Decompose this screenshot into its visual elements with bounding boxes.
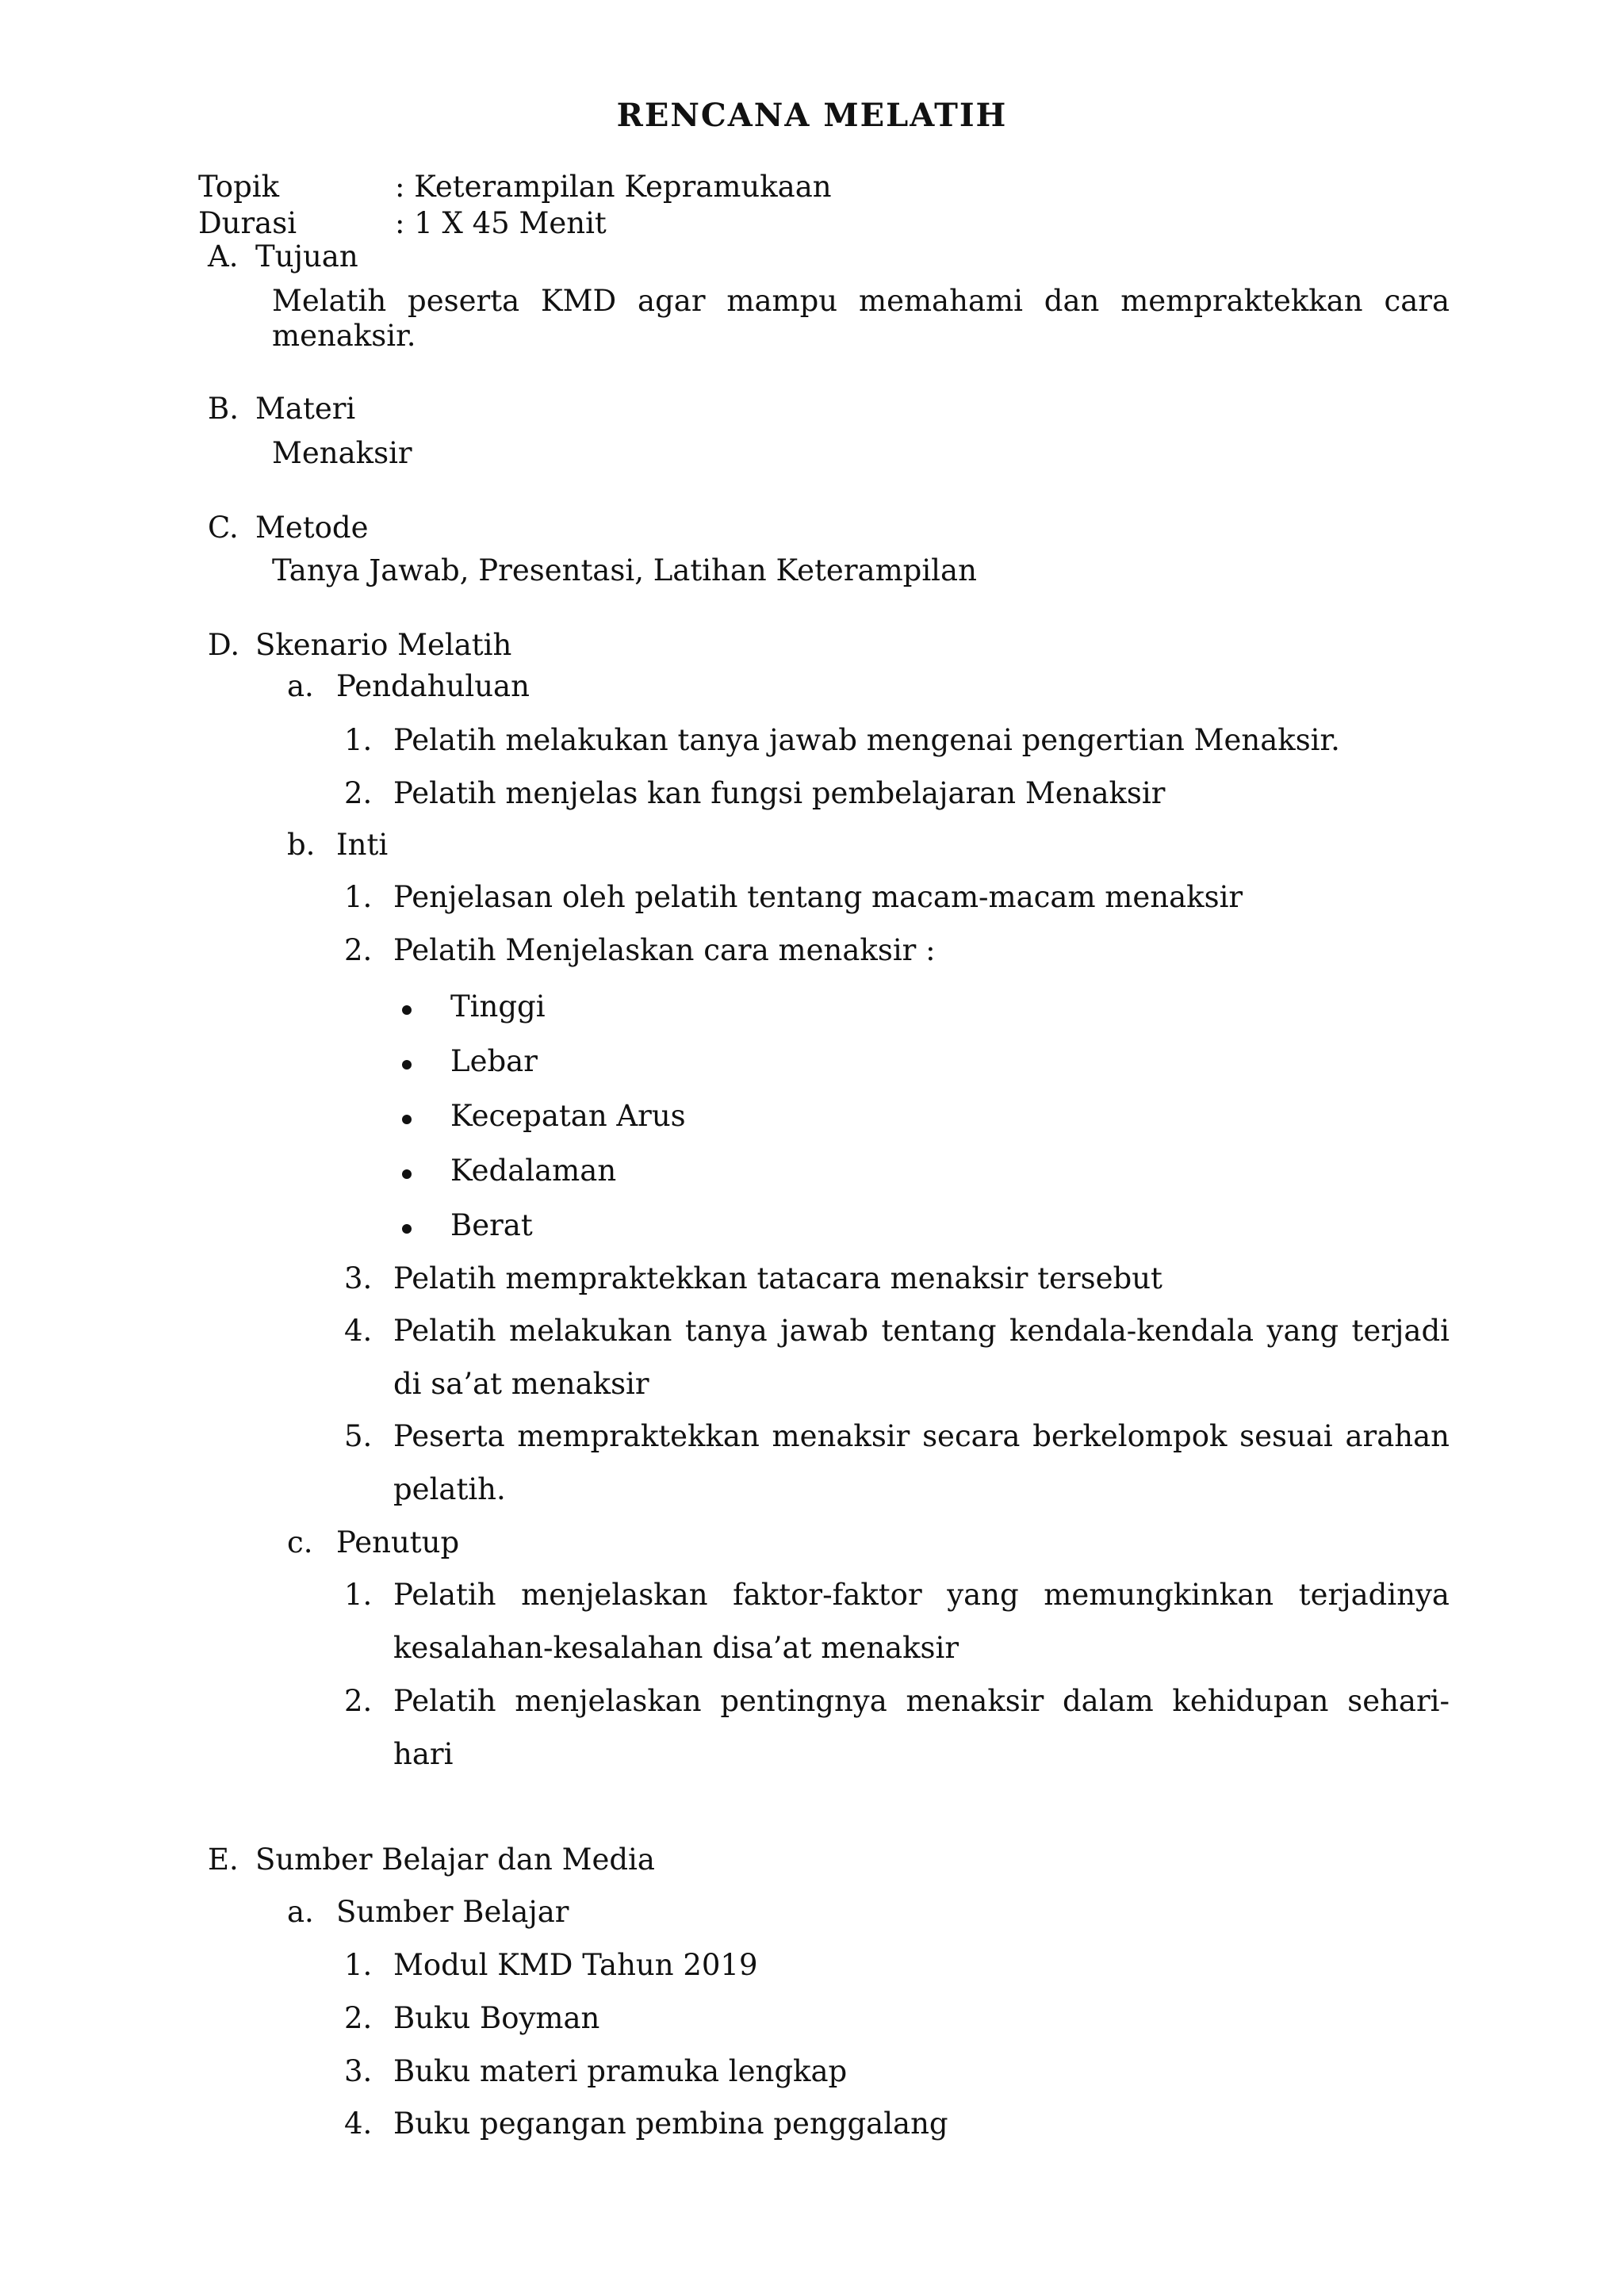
document-title: RENCANA MELATIH (616, 97, 1008, 134)
inti-item-text-cont: di sa’at menaksir (393, 1367, 649, 1401)
section-b-heading: Materi (255, 392, 356, 426)
inti-letter: b. (287, 828, 316, 862)
pendahuluan-item-num: 2. (344, 776, 373, 810)
inti-item-text: Pelatih mempraktekkan tatacara menaksir tersebut (393, 1261, 1162, 1295)
pendahuluan-heading: Pendahuluan (336, 669, 530, 703)
pendahuluan-letter: a. (287, 669, 314, 703)
section-a-body-line2: menaksir. (272, 319, 416, 353)
inti-item-num: 3. (344, 1261, 373, 1295)
bullet-icon (402, 1115, 412, 1124)
inti-item-num: 5. (344, 1419, 373, 1453)
section-a-letter: A. (208, 239, 239, 274)
section-a-body-line1: Melatih peserta KMD agar mampu memahami dan mempraktekkan cara (272, 284, 1450, 318)
section-c-heading: Metode (255, 511, 369, 545)
section-b-body: Menaksir (272, 436, 412, 470)
bullet-icon (402, 1005, 412, 1015)
pendahuluan-item-num: 1. (344, 723, 373, 757)
topik-value: : Keterampilan Kepramukaan (395, 170, 832, 204)
section-b-letter: B. (208, 392, 239, 426)
bullet-icon (402, 1169, 412, 1179)
penutup-item-text-cont: kesalahan-kesalahan disa’at menaksir (393, 1631, 959, 1665)
inti-item-text: Penjelasan oleh pelatih tentang macam-macam menaksir (393, 880, 1243, 914)
section-e-letter: E. (208, 1843, 239, 1877)
durasi-value: : 1 X 45 Menit (395, 206, 607, 240)
section-d-heading: Skenario Melatih (255, 628, 512, 662)
inti-heading: Inti (336, 828, 389, 862)
bullet-icon (402, 1060, 412, 1070)
penutup-item-num: 1. (344, 1578, 373, 1612)
pendahuluan-item-text: Pelatih menjelas kan fungsi pembelajaran Menaksir (393, 776, 1166, 810)
sumber-letter: a. (287, 1895, 314, 1929)
sumber-item-num: 4. (344, 2107, 373, 2141)
penutup-item-num: 2. (344, 1684, 373, 1718)
inti-item-text: Pelatih Menjelaskan cara menaksir : (393, 933, 936, 967)
penutup-item-text: Pelatih menjelaskan faktor-faktor yang memungkinkan terjadinya (393, 1578, 1450, 1612)
sumber-item-text: Buku materi pramuka lengkap (393, 2054, 848, 2088)
sumber-item-text: Modul KMD Tahun 2019 (393, 1948, 758, 1982)
inti-item-num: 2. (344, 933, 373, 967)
section-e-heading: Sumber Belajar dan Media (255, 1843, 655, 1877)
bullet-item: Kecepatan Arus (450, 1099, 686, 1133)
penutup-heading: Penutup (336, 1525, 460, 1559)
section-c-body: Tanya Jawab, Presentasi, Latihan Keterampilan (272, 553, 977, 587)
sumber-item-text: Buku pegangan pembina penggalang (393, 2107, 948, 2141)
bullet-icon (402, 1224, 412, 1234)
sumber-heading: Sumber Belajar (336, 1895, 569, 1929)
inti-item-text: Peserta mempraktekkan menaksir secara berkelompok sesuai arahan (393, 1419, 1450, 1453)
inti-item-num: 4. (344, 1314, 373, 1348)
sumber-item-num: 3. (344, 2054, 373, 2088)
sumber-item-text: Buku Boyman (393, 2001, 600, 2035)
inti-item-num: 1. (344, 880, 373, 914)
penutup-item-text: Pelatih menjelaskan pentingnya menaksir dalam kehidupan sehari- (393, 1684, 1450, 1718)
durasi-label: Durasi (198, 206, 297, 240)
pendahuluan-item-text: Pelatih melakukan tanya jawab mengenai pengertian Menaksir. (393, 723, 1340, 757)
section-d-letter: D. (208, 628, 240, 662)
section-c-letter: C. (208, 511, 239, 545)
bullet-item: Kedalaman (450, 1154, 617, 1188)
inti-item-text-cont: pelatih. (393, 1472, 506, 1506)
penutup-letter: c. (287, 1525, 313, 1559)
sumber-item-num: 1. (344, 1948, 373, 1982)
inti-item-text: Pelatih melakukan tanya jawab tentang kendala-kendala yang terjadi (393, 1314, 1450, 1348)
bullet-item: Lebar (450, 1044, 538, 1078)
bullet-item: Tinggi (450, 989, 546, 1024)
penutup-item-text-cont: hari (393, 1737, 454, 1771)
topik-label: Topik (198, 170, 280, 204)
bullet-item: Berat (450, 1208, 533, 1242)
sumber-item-num: 2. (344, 2001, 373, 2035)
section-a-heading: Tujuan (255, 239, 358, 274)
